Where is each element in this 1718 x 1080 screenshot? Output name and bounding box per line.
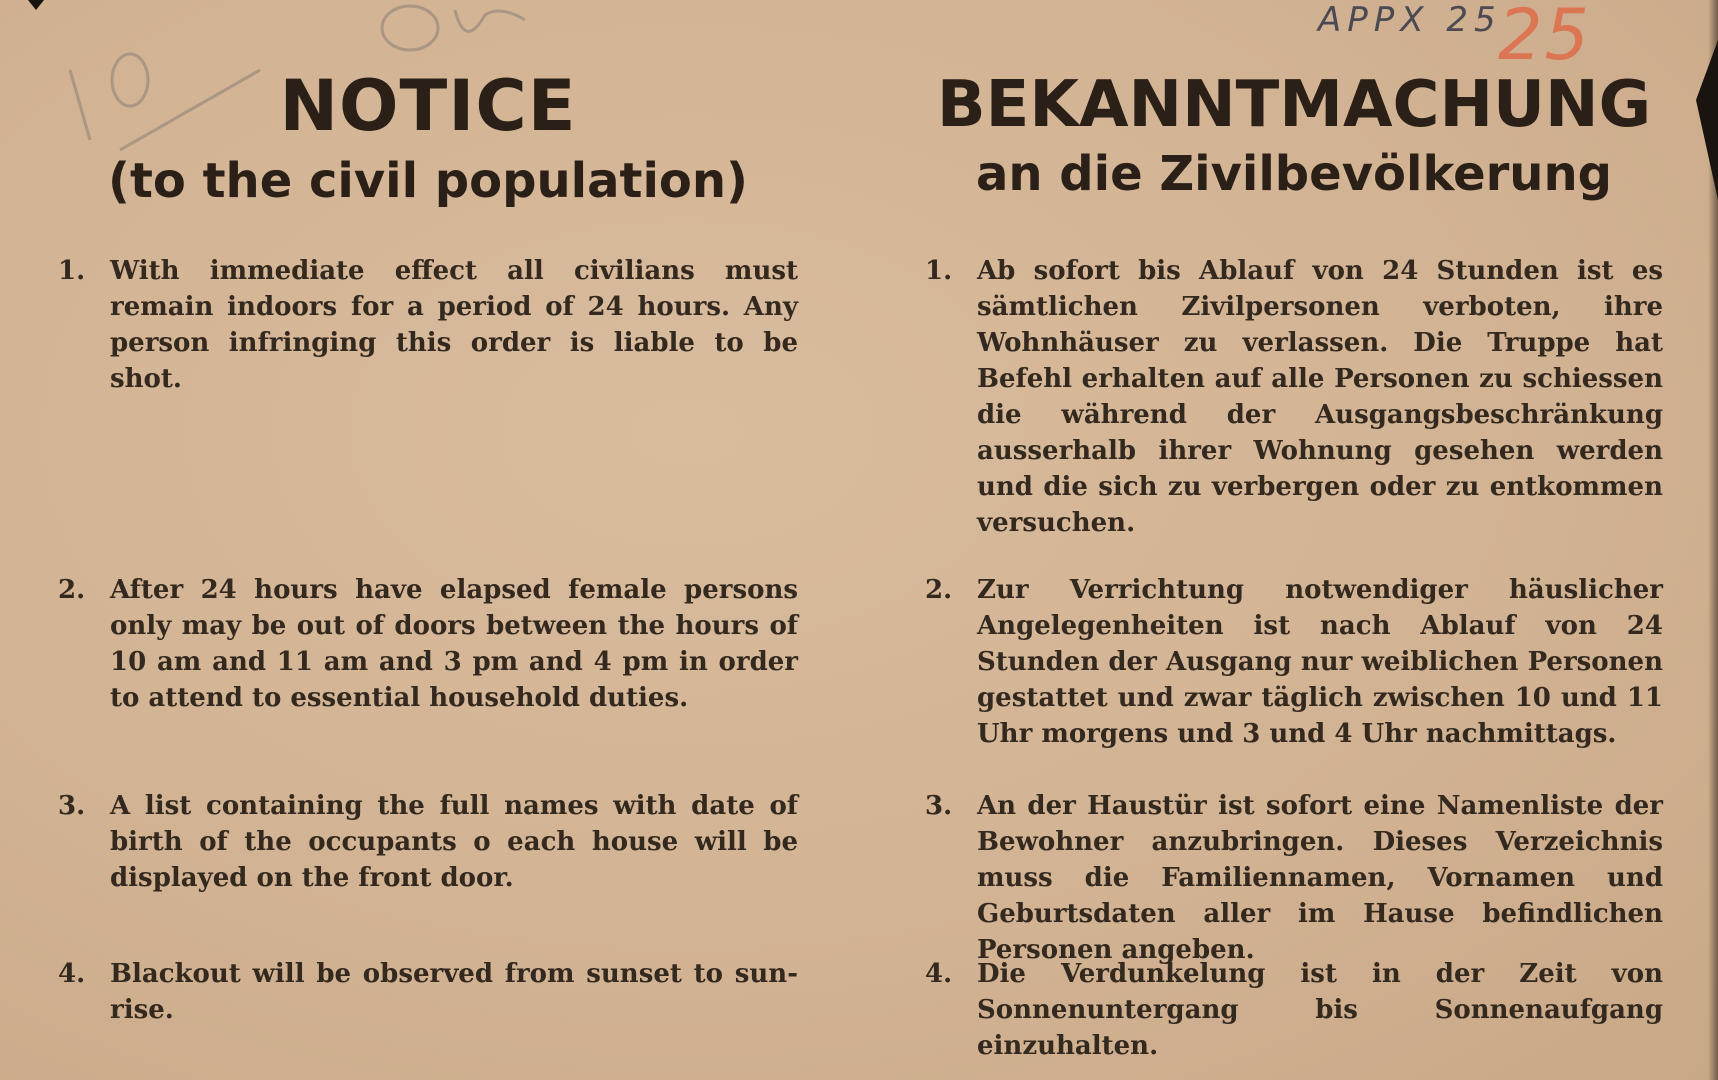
german-item-1 — [925, 253, 1663, 541]
item-number: 3. — [58, 791, 86, 821]
german-subtitle: an die Zivilbevölkerung — [976, 146, 1612, 202]
item-text: Zur Verrichtung notwendiger häuslicher Angelegenheiten ist nach Ablauf von 24 Stunden der Ausgang nur weiblichen Personen gestattet und zwar täglich zwischen 10 und 11 Uhr morgens und 3 und 4 Uhr nachmittags. — [977, 575, 1663, 749]
english-item-2 — [58, 572, 798, 716]
torn-corner-mark — [1696, 40, 1718, 200]
archive-pencil-annotation: APPX 25 — [1318, 0, 1502, 40]
item-text: After 24 hours have elapsed female persons only may be out of doors between the hours of 10 am and 11 am and 3 pm and 4 pm in order to attend to essential household duties. — [110, 575, 798, 713]
english-subtitle: (to the civil population) — [108, 153, 748, 209]
english-item-1 — [58, 253, 798, 397]
english-title: NOTICE — [279, 65, 577, 147]
german-item-3 — [925, 788, 1663, 968]
item-number: 1. — [925, 256, 953, 286]
item-text: A list containing the full names with date of birth of the occupants o each house will be displayed on the front door. — [110, 791, 798, 893]
item-text: Die Verdunkelung ist in der Zeit von Sonnenuntergang bis Sonnenaufgang einzuhalten. — [977, 959, 1663, 1061]
item-text: Blackout will be observed from sunset to sun-rise. — [110, 959, 798, 1025]
german-column — [925, 60, 1663, 1061]
item-number: 4. — [58, 959, 86, 989]
torn-corner-mark — [28, 0, 44, 10]
item-text: An der Haustür ist sofort eine Namenliste der Bewohner anzubringen. Dieses Verzeichnis muss die Familiennamen, Vornamen und Geburtsdaten aller im Hause befindlichen Personen angeben. — [977, 791, 1663, 965]
item-number: 3. — [925, 791, 953, 821]
german-item-4 — [925, 956, 1663, 1064]
english-item-3 — [58, 788, 798, 896]
german-title: BEKANNTMACHUNG — [936, 68, 1652, 142]
item-number: 4. — [925, 959, 953, 989]
item-text: With immediate effect all civilians must remain indoors for a period of 24 hours. Any person infringing this order is liable to be shot. — [110, 256, 798, 394]
item-text: Ab sofort bis Ablauf von 24 Stunden ist es sämtlichen Zivilpersonen verboten, ihre Wohnhäuser zu verlassen. Die Truppe hat Befehl erhalten auf alle Personen zu schiessen die während der Ausgangsbeschränkung ausserhalb ihrer Wohnung gesehen werden und die sich zu verbergen oder zu entkommen versuchen. — [977, 256, 1663, 538]
archive-red-number: 25 — [1498, 0, 1592, 76]
item-number: 2. — [925, 575, 953, 605]
item-number: 2. — [58, 575, 86, 605]
german-item-2 — [925, 572, 1663, 752]
english-item-4 — [58, 956, 798, 1028]
item-number: 1. — [58, 256, 86, 286]
english-column — [58, 60, 798, 1025]
